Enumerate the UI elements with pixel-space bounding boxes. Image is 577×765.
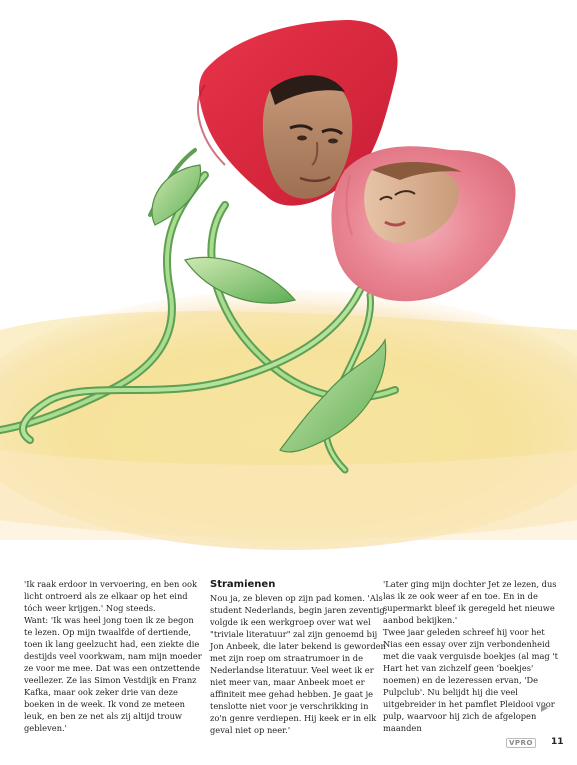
paragraph: 'Ik raak erdoor in vervoering, en ben ook licht ontroerd als ze elkaar op het eind tóch weer krijgen.' Nog steeds. [24,579,197,613]
pink-flower [331,146,515,301]
article-column-3 [383,578,561,734]
page-number: 11 [551,737,564,747]
section-subhead: Stramienen [210,579,276,590]
paragraph: Twee jaar geleden schreef hij voor het Nias een essay over zijn verbondenheid met die vaak verguisde boekjes (al mag 't Hart het van zichzelf geen 'boekjes' noemen) en de lezeressen ervan, 'De Pulpclub'. Nu belijdt hij die veel uitgebreider in het pamflet Pleidooi voor pulp, waarvoor hij zich de afgelopen maanden [383,627,558,733]
paragraph: Nou ja, ze bleven op zijn pad komen. 'Als student Nederlands, begin jaren zeventig, volgde ik een werkgroep over wat wel "triviale literatuur" zal zijn genoemd bij Jon Anbeek, die later bekend is geworden met zijn roep om straatrumoer in de Nederlandse literatuur. Veel weet ik er niet meer van, maar Anbeek moet er affiniteit mee gehad hebben. Je gaat je tenslotte niet voor je verschrikking in zo'n genre verdiepen. Hij keek er in elk geval niet op neer.' [210,593,388,735]
publication-logo: VPRO [506,738,536,748]
paragraph: 'Later ging mijn dochter Jet ze lezen, dus las ik ze ook weer af en toe. En in de supermarkt bleef ik geregeld het nieuwe aanbod bekijken.' [383,579,557,625]
paragraph: Want: 'Ik was heel jong toen ik ze begon te lezen. Op mijn twaalfde of dertiende, toen ik lang geelzucht had, een ziekte die destijds veel voorkwam, nam mijn moeder ze voor me mee. Dat was een ontzettende veellezer. Ze las Simon Vestdijk en Franz Kafka, maar ook zeker drie van deze boeken in de week. Ik vond ze meteen leuk, en ben ze net als zij altijd trouw gebleven.' [24,615,202,733]
ground-wash [0,290,577,550]
article-column-1 [24,578,202,734]
article-column-2 [210,578,388,736]
continue-arrow-icon [541,704,548,712]
